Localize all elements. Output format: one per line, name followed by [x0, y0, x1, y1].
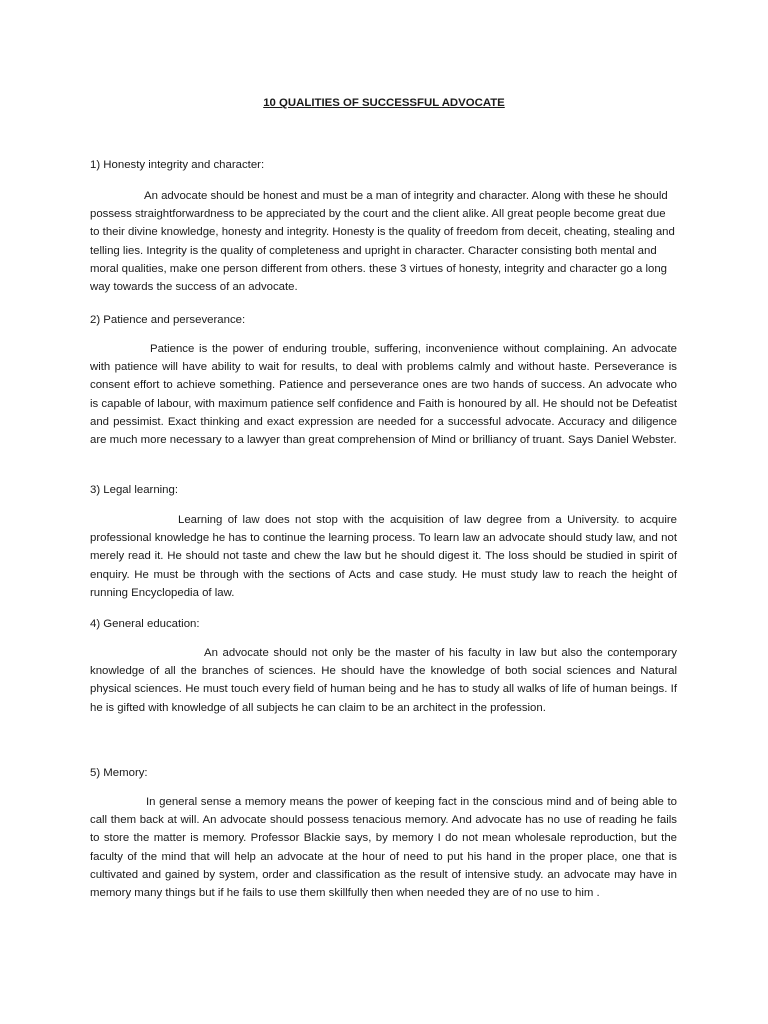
section-body-general-education: An advocate should not only be the master of his faculty in law but also the contemporary knowledge of all the branches of sciences. He should have the knowledge of both social sciences and Natural physical sciences. He must touch every field of human being and he has to study all walks of life of human beings. If he is gifted with knowledge of all subjects he can claim to be an architect in the profession. — [90, 647, 677, 714]
section-body-memory: In general sense a memory means the power of keeping fact in the conscious mind and of being able to call them back at will. An advocate should possess tenacious memory. And advocate has no use of reading he fails to store the matter is memory. Professor Blackie says, by memory I do not mean wholesale reproduction, but the faculty of the mind that will help an advocate at the hour of need to put his hand in the proper place, one that is cultivated and gained by system, order and classification as the result of intensive study. an advocate may have in memory many things but if he fails to use them skillfully then when needed they are of no use to him . — [90, 796, 677, 900]
section-body-patience: Patience is the power of enduring trouble, suffering, inconvenience without complaining. An advocate with patience will have ability to wait for results, to deal with problems calmly and without haste. Perseverance is consent effort to achieve something. Patience and perseverance ones are two hands of success. An advocate who is capable of labour, with maximum patience self confidence and Faith is honoured by all. He should not be Defeatist and pessimist. Exact thinking and exact expression are needed for a successful advocate. Accuracy and diligence are much more necessary to a lawyer than great comprehension of Mind or brilliancy of truant. Says Daniel Webster. — [90, 343, 677, 447]
section-body-legal-learning: Learning of law does not stop with the acquisition of law degree from a University. to acquire professional knowledge he has to continue the learning process. To learn law an advocate should study law, and not merely read it. He should not taste and chew the law but he should digest it. The loss should be studied in spirit of enquiry. He must be through with the sections of Acts and case study. He must study law to reach the height of running Encyclopedia of law. — [90, 514, 677, 599]
section-body-honesty: An advocate should be honest and must be a man of integrity and character. Along with these he should possess straightforwardness to be appreciated by the court and the client alike. All great people become great due to their divine knowledge, honesty and integrity. Honesty is the quality of freedom from deceit, cheating, stealing and telling lies. Integrity is the quality of completeness and upright in character. Character consisting both mental and moral qualities, make one person different from others. these 3 virtues of honesty, integrity and character go a long way towards the success of an advocate. — [90, 190, 675, 294]
section-heading-memory: 5) Memory: — [90, 767, 148, 779]
section-heading-legal-learning: 3) Legal learning: — [90, 484, 179, 496]
section-heading-patience: 2) Patience and perseverance: — [90, 314, 246, 326]
section-heading-general-education: 4) General education: — [90, 618, 200, 630]
document-title: 10 QUALITIES OF SUCCESSFUL ADVOCATE — [263, 97, 505, 109]
section-heading-honesty: 1) Honesty integrity and character: — [90, 159, 265, 171]
